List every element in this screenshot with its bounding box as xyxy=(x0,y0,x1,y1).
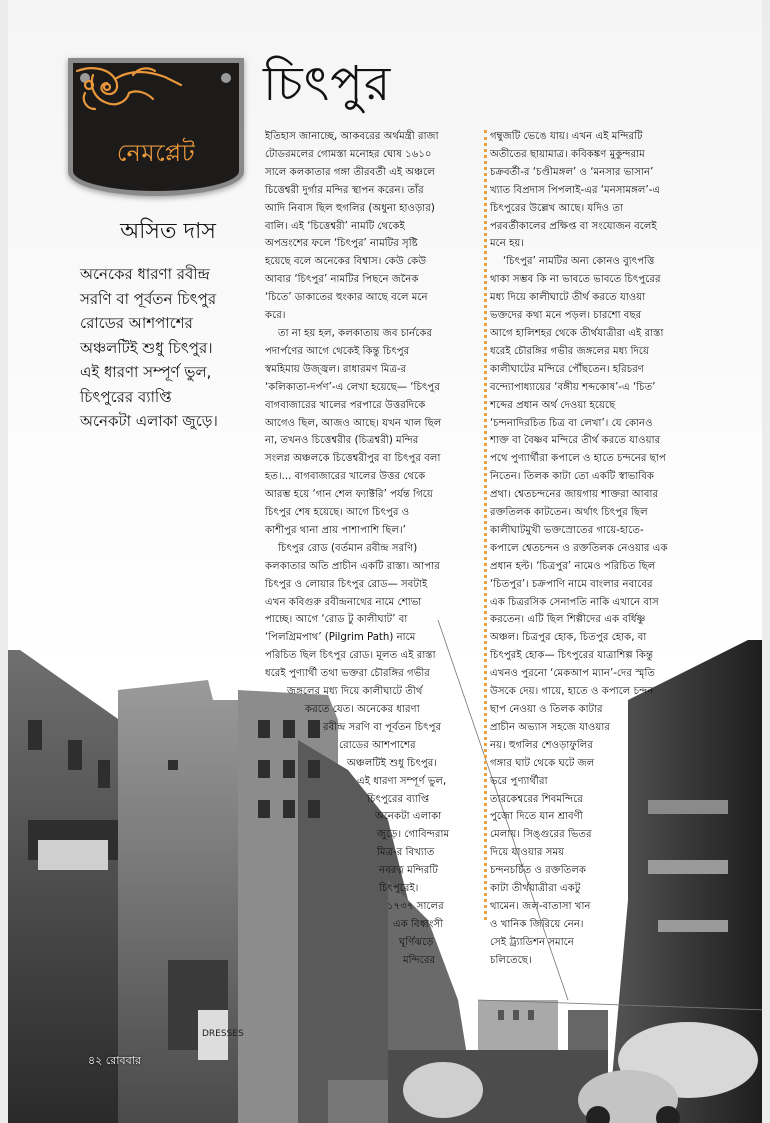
body-text-line: চন্দনচর্চিত ও রক্ততিলক xyxy=(490,865,587,877)
body-column-1 xyxy=(265,128,481,970)
body-text-line: ১৭৩৭ সালের xyxy=(387,900,444,912)
body-text-line: নবরত্ন মন্দিরটি xyxy=(379,865,438,877)
body-text-line: ‘চিৎপুর’ নামটির অন্য কোনও ব্যুৎপত্তি xyxy=(490,256,655,268)
body-text-line: মিত্র-র বিখ্যাত xyxy=(377,847,435,859)
section-badge-label: নেমপ্লেট xyxy=(116,139,196,167)
pull-quote-line: সরণি বা পূর্বতন চিৎপুর xyxy=(80,289,217,308)
body-text-line: চিৎপুর রোড (বর্তমান রবীন্দ্র সরণি) xyxy=(265,542,418,554)
pull-quote-line: অঞ্চলটিই শুধু চিৎপুর। xyxy=(80,338,213,357)
body-text-line: ‘কলিকাতা-দর্পণ’-এ লেখা হয়েছে— ‘চিৎপুর xyxy=(265,381,440,393)
body-text-line: সালে কলকাতার গঙ্গা তীরবর্তী এই অঞ্চলে xyxy=(265,166,435,178)
body-text-line: ‘চিতপুর’। চক্রপাণি নামে বাংলার নবাবের xyxy=(490,578,653,590)
body-text-line: থামেন। জল-বাতাসা খান xyxy=(490,900,591,912)
body-text-line: জঙ্গলের মধ্য দিয়ে কালীঘাটে তীর্থ xyxy=(287,686,423,698)
body-text-line: হয়েছে বলে অনেকের বিশ্বাস। কেউ কেউ xyxy=(265,256,427,268)
body-text-line: দিয়ে যাওয়ার সময় xyxy=(490,847,565,859)
body-text-line: কালীঘাটমুখী ভক্তস্রোতের গায়ে-হাতে- xyxy=(490,524,644,536)
body-text-line: অঞ্চলটিই শুধু চিৎপুর। xyxy=(347,757,438,769)
body-text-line: মনে হয়। xyxy=(490,238,525,250)
magazine-name: রোববার xyxy=(105,1054,141,1067)
body-text-line: আরম্ভ হয়ে ‘গান শেল ফ্যাক্টরি’ পর্যন্ত গিয়ে xyxy=(265,489,433,501)
section-badge xyxy=(68,58,244,196)
body-text-line: ও খানিক জিরিয়ে নেন। xyxy=(490,918,584,930)
body-column-2 xyxy=(490,128,720,970)
body-text-line: ‘চিতে’ ডাকাতের হুংকার আছে বলে মনে xyxy=(265,292,428,304)
body-text-line: তা না হয় হল, কলকাতায় জব চার্নকের xyxy=(265,327,433,339)
page-footer xyxy=(88,1052,141,1071)
body-text-line: তারকেশ্বরের শিবমন্দিরে xyxy=(490,793,583,805)
body-text-line: কালীঘাটের মন্দিরে পৌঁছতেন। হরিচরণ xyxy=(490,363,644,375)
body-text-line: চিৎপুর শেষ হয়েছে। আগে চিৎপুর ও xyxy=(265,507,410,519)
body-text-line: আদি নিবাস ছিল হুগলির (অধুনা হাওড়ার) xyxy=(265,202,435,214)
body-text-line: চিৎপুর ও লোয়ার চিৎপুর রোড— সবটাই xyxy=(265,578,428,590)
body-text-line: প্রথা। শ্বেতচন্দনের জায়গায় শাক্তরা আবার xyxy=(490,489,659,501)
body-text-line: শব্দের প্রধান অর্থ দেওয়া হয়েছে xyxy=(490,399,616,411)
body-text-line: আগে হালিশহর থেকে তীর্থযাত্রীরা এই রাস্তা xyxy=(490,327,664,339)
body-text-line: করতে যেত। অনেকের ধারণা xyxy=(305,704,420,715)
svg-text:DRESSES: DRESSES xyxy=(202,1029,244,1039)
body-text-line: ভরে পুণ্যার্থীরা xyxy=(490,775,548,787)
body-text-line: টোডরমলের গোমস্তা মনোহর ঘোষ ১৬১০ xyxy=(265,148,432,160)
pull-quote-line: রোডের আশপাশের xyxy=(80,314,193,332)
body-text-line: কলকাতার অতি প্রাচীন একটি রাস্তা। আপার xyxy=(265,560,440,572)
body-text-line: রোডের আশপাশের xyxy=(339,739,416,751)
body-text-line: সেই ট্র্যাডিশন সমানে xyxy=(490,936,574,948)
body-text-line: সংলগ্ন অঞ্চলকে চিত্তেশ্বরীপুর বা চিৎপুর বলা xyxy=(265,453,441,465)
body-text-line: রক্ততিলক কাটতেন। অর্থাৎ চিৎপুর ছিল xyxy=(490,507,648,519)
body-text-line: এক বিধ্বংসী xyxy=(393,918,444,930)
body-text-line: চিৎপুরেই। xyxy=(379,883,419,895)
body-text-line: প্রাচীন অভ্যাস সহজে যাওয়ার xyxy=(490,721,610,733)
body-text-line: বালি। এই ‘চিত্তেশ্বরী’ নামটি থেকেই xyxy=(265,220,405,232)
pull-quote-line: অনেকটা এলাকা জুড়ে। xyxy=(80,412,218,430)
body-text-line: এখনও পুরনো ‘মেকআপ ম্যান’-দের স্মৃতি xyxy=(490,668,656,680)
body-text-line: বন্দ্যোপাধ্যায়ের ‘বঙ্গীয় শব্দকোষ’-এ ‘চিত’ xyxy=(490,381,656,393)
body-text-line: করে। xyxy=(265,310,286,322)
body-text-line: হত।... বাগবাজারের খালের উত্তর থেকে xyxy=(265,471,426,483)
body-text-line: বাগবাজারের খালের পরপারে উত্তরদিকে xyxy=(265,399,426,411)
body-text-line: অঞ্চল। চিত্রপুর হোক, চিতপুর হোক, বা xyxy=(490,632,647,644)
body-text-line: গঙ্গার ঘাট থেকে ঘটে জল xyxy=(490,757,595,769)
body-text-line: পরিচিত ছিল চিৎপুর রোড। মূলত এই রাস্তা xyxy=(265,650,436,662)
body-text-line: ‘চন্দনাদিরচিত চিত্র বা লেখা’। যে কোনও xyxy=(490,417,653,429)
body-text-line: চিৎপুরই হোক— চিৎপুরের যাত্রাশিল্প কিন্তু xyxy=(490,650,653,662)
body-text-line: নয়। হুগলির শেওড়াফুলির xyxy=(490,739,593,751)
body-text-line: পাচ্ছে। আগে ‘রোড টু কালীঘাট’ বা xyxy=(265,614,408,626)
body-text-line: মন্দিরের xyxy=(403,954,436,966)
body-text-line: পথে পুণ্যার্থীরা কপালে ও হাতে চন্দনের ছাপ xyxy=(490,453,666,465)
body-text-line: শাক্ত বা বৈষ্ণব মন্দিরে তীর্থ করতে যাওয়ার xyxy=(490,435,661,447)
body-text-line: ছাপ নেওয়া ও তিলক কাটার xyxy=(490,704,603,715)
body-text-line: পরবর্তীকালের প্রক্ষিপ্ত বা সংযোজন বলেই xyxy=(490,220,657,232)
body-text-line: মধ্য দিয়ে কালীঘাটে তীর্থ করতে যাওয়া xyxy=(490,292,646,304)
body-text-line: ঘূর্ণিঝড়ে xyxy=(399,936,434,948)
body-text-line: কপালে শ্বেতচন্দন ও রক্ততিলক নেওয়ার এক xyxy=(490,542,668,554)
body-text-line: প্রধান হল্ট। ‘চিত্রপুর’ নামেও পরিচিত ছিল xyxy=(490,560,656,572)
body-text-line: ধরেই পুণ্যার্থী তথা ভক্তরা চৌরঙ্গির গভীর xyxy=(265,668,430,680)
article-title: চিৎপুর xyxy=(263,56,392,112)
column-divider xyxy=(484,130,487,920)
body-text-line: জুড়ে। গোবিন্দরাম xyxy=(377,829,450,841)
body-text-line: এখন কবিগুরু রবীন্দ্রনাথের নামে শোভা xyxy=(265,596,422,608)
body-text-line: অতীতের ছায়ামাত্র। কবিকঙ্কণ মুকুন্দরাম xyxy=(490,148,645,160)
body-text-line: আগেও ছিল, আজও আছে। যখন খাল ছিল xyxy=(265,417,442,429)
pull-quote-line: এই ধারণা সম্পূর্ণ ভুল, xyxy=(80,363,212,381)
body-text-line: পুজো দিতে যান শ্রাবণী xyxy=(490,811,583,823)
body-text-line: থাকা সম্ভব কি না ভাবতে ভাবতে চিৎপুরের xyxy=(490,274,661,286)
author-name: অসিত দাস xyxy=(120,219,216,244)
body-text-line: না, তখনও চিত্তেশ্বরীর (চিত্রশ্বরী) মন্দির xyxy=(265,435,419,447)
body-text-line: ধরেই চৌরঙ্গির গভীর জঙ্গলের মধ্য দিয়ে xyxy=(490,345,649,357)
pull-quote xyxy=(80,262,260,434)
body-text-line: মেলায়। সিঙ্গুরের ভিতর xyxy=(490,829,592,841)
body-text-line: অপভ্রংশের ফলে ‘চিৎপুর’ নামটির সৃষ্টি xyxy=(265,238,418,250)
body-text-line: চক্রবর্তী-র ‘চণ্ডীমঙ্গল’ ও ‘মনসার ভাসান’ xyxy=(490,166,654,178)
body-text-line: অনেকটা এলাকা xyxy=(375,811,442,823)
magazine-page xyxy=(8,0,762,1123)
body-text-line: ইতিহাস জানাচ্ছে, আকবরের অর্থমন্ত্রী রাজা xyxy=(265,131,439,142)
body-text-line: ভক্তদের কথা মনে পড়ল। চারশো বছর xyxy=(490,310,642,322)
badge-hole-icon xyxy=(221,73,231,83)
body-text-line: এক চিত্ররসিক সেনাপতি নাকি এখানে বাস xyxy=(490,596,659,608)
body-text-line: খ্যাত বিপ্রদাস পিপলাই-এর ‘মনসামঙ্গল’-এ xyxy=(490,184,661,196)
pull-quote-line: চিৎপুরের ব্যাপ্তি xyxy=(80,387,172,406)
body-text-line: ‘পিলগ্রিমপাথ’ (Pilgrim Path) নামে xyxy=(265,632,416,644)
ornament-swirl-icon xyxy=(73,63,183,121)
body-text-line: নিতেন। তিলক কাটা তো একটি স্বাভাবিক xyxy=(490,471,654,483)
body-text-line: গম্বুজটি ভেঙে যায়। এখন এই মন্দিরটি xyxy=(490,131,643,142)
body-text-line: করতেন। এটি ছিল শিল্পীদের এক বর্ধিষ্ণু xyxy=(490,614,646,626)
page-number: ৪২ xyxy=(88,1054,103,1067)
body-text-line: আবার ‘চিৎপুর’ নামটির পিছনে জনৈক xyxy=(265,274,419,286)
body-text-line: এই ধারণা সম্পূর্ণ ভুল, xyxy=(357,775,447,787)
body-text-line: রবীন্দ্র সরণি বা পূর্বতন চিৎপুর xyxy=(323,721,442,733)
body-text-line: কাটা তীর্থযাত্রীরা একটু xyxy=(490,883,581,895)
body-text-line: কাশীপুর থানা প্রায় পাশাপাশি ছিল।’ xyxy=(265,524,406,536)
pull-quote-line: অনেকের ধারণা রবীন্দ্র xyxy=(80,265,210,283)
body-text-line: চিত্তেশ্বরী দুর্গার মন্দির স্থাপন করেন। তাঁর xyxy=(265,184,424,196)
body-text-line: চলিতেছে। xyxy=(490,954,532,966)
body-text-line: চিৎপুরের ব্যাপ্তি xyxy=(367,793,430,805)
body-text-line: পদার্পণের আগে থেকেই কিন্তু চিৎপুর xyxy=(265,345,410,357)
body-text-line: স্বমহিমায় উজ্জ্বল। রাধারমণ মিত্র-র xyxy=(265,363,407,375)
body-text-line: চিৎপুরের উল্লেখ আছে। যদিও তা xyxy=(490,202,624,214)
body-text-line: উসকে দেয়। গায়ে, হাতে ও কপালে চন্দন xyxy=(490,686,654,698)
